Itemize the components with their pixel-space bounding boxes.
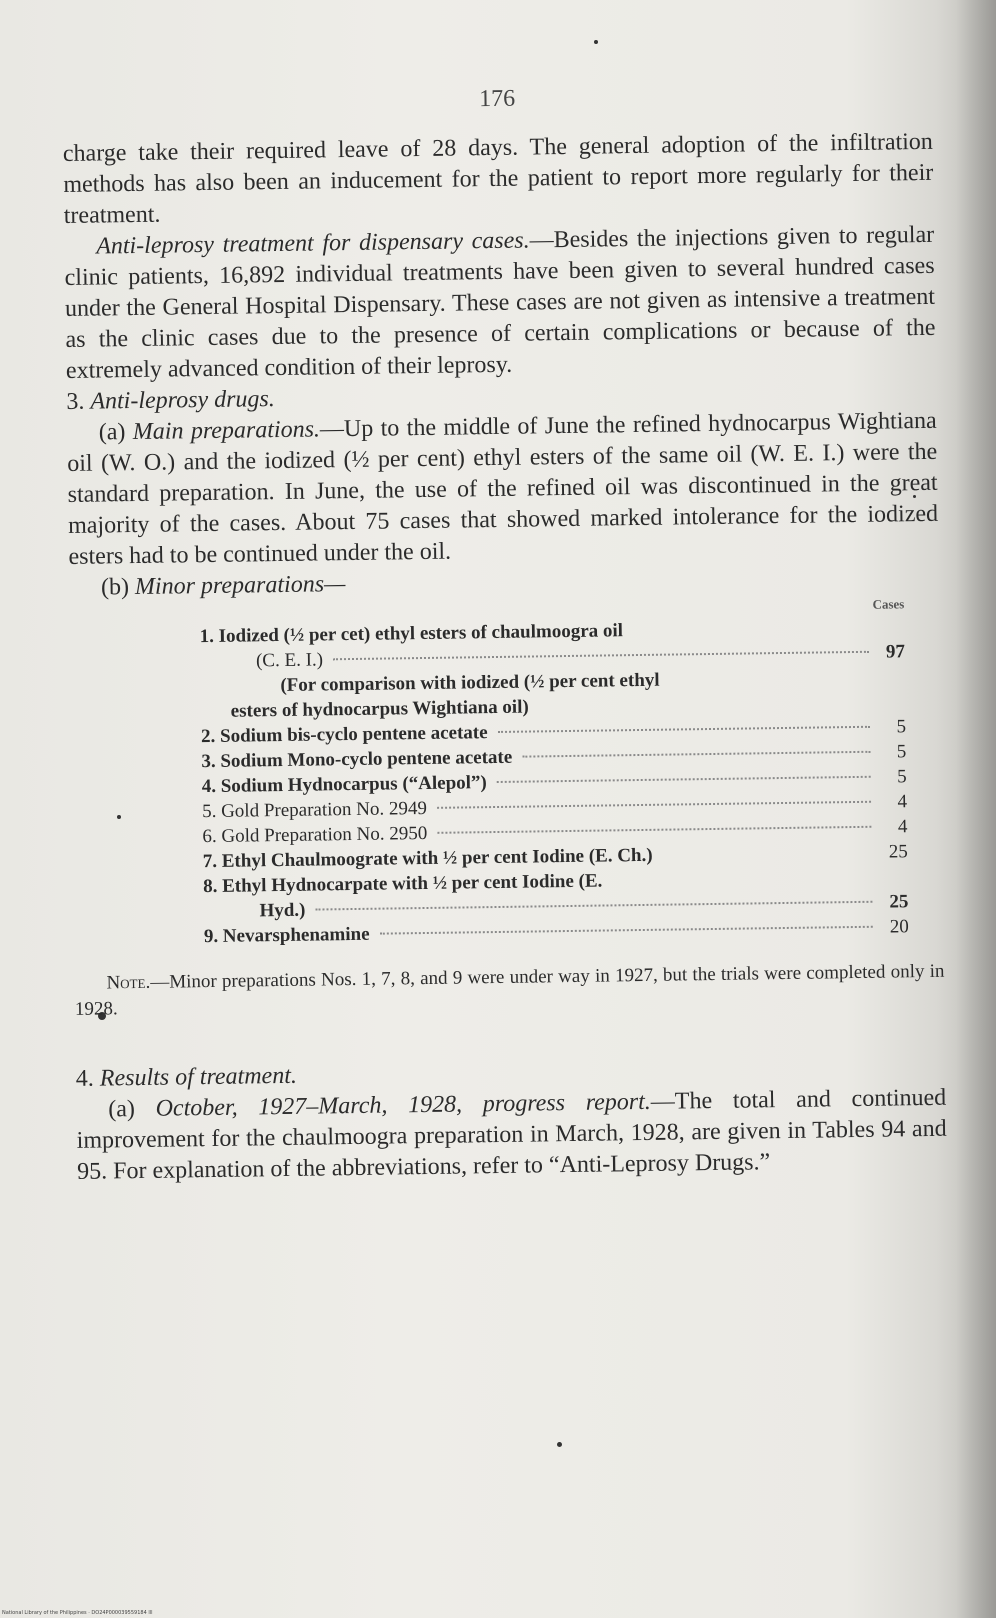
dot-leader bbox=[497, 776, 871, 783]
paper-speck bbox=[594, 40, 598, 44]
minor-preparations-title: Minor preparations— bbox=[134, 571, 346, 601]
spacer bbox=[653, 858, 882, 861]
paragraph-leave: charge take their required leave of 28 days. The general adoption of the infiltration methods has also been an inducement for the patient to report more regularly for their treatment. bbox=[62, 128, 934, 229]
paper-speck bbox=[557, 1442, 562, 1447]
paragraph-main-preparations bbox=[67, 406, 939, 573]
section-number: 4. bbox=[75, 1065, 95, 1092]
row-label: 9. Nevarsphenamine bbox=[203, 923, 370, 948]
row-label: 3. Sodium Mono-cyclo pentene acetate bbox=[201, 746, 513, 773]
dot-leader bbox=[498, 726, 870, 733]
row-value: 25 bbox=[888, 841, 908, 863]
paragraph-dispensary bbox=[64, 220, 936, 387]
section-title: Results of treatment. bbox=[99, 1062, 298, 1092]
dot-leader bbox=[437, 801, 871, 809]
row-label: 8. Ethyl Hydnocarpate with ½ per cent Iodine (E. bbox=[203, 870, 603, 898]
dot-leader bbox=[333, 651, 869, 660]
item-label: (b) bbox=[100, 574, 130, 601]
row-value: 5 bbox=[896, 716, 907, 738]
page-edge-shadow bbox=[956, 0, 996, 1618]
row-label: 4. Sodium Hydnocarpus (“Alepol”) bbox=[201, 772, 487, 798]
cases-column-header: Cases bbox=[872, 596, 905, 612]
section-number: 3. bbox=[66, 388, 85, 415]
section-title: Anti-leprosy drugs. bbox=[90, 386, 275, 415]
row-value: 4 bbox=[897, 791, 908, 813]
row-value: 4 bbox=[897, 816, 908, 838]
main-preparations-title: Main preparations. bbox=[132, 416, 321, 446]
row-value: 25 bbox=[889, 891, 909, 913]
archive-credit: National Library of the Philippines · DO24P000039559184 lll bbox=[2, 1610, 153, 1616]
dispensary-body: —Besides the injections given to regular clinic patients, 16,892 individual treatments have been given to several hundred cases under the General Hospital Dispensary. These cases are not given as intensive a treatment as the clinic cases due to the presence of certain complications or because of the extremely advanced condition of their leprosy. bbox=[64, 221, 936, 384]
item-label: (a) bbox=[108, 1096, 136, 1123]
page-content bbox=[62, 76, 947, 1188]
main-preparations-body: —Up to the middle of June the refined hydnocarpus Wightiana oil (W. O.) and the iodized (½ per cent) ethyl esters of the same oil (W. E. I.) were the standard preparation. In June, the use of the refined oil was discontinued in the great majority of the cases. About 75 cases that showed marked intolerance for the iodized esters had to be continued under the oil. bbox=[67, 407, 939, 570]
row-value: 97 bbox=[885, 641, 906, 663]
dot-leader bbox=[437, 826, 871, 834]
row-value: 20 bbox=[889, 916, 909, 938]
dot-leader bbox=[380, 926, 873, 935]
row-value: 5 bbox=[897, 766, 907, 788]
dispensary-title: Anti-leprosy treatment for dispensary cases. bbox=[96, 227, 530, 260]
note-text: —Minor preparations Nos. 1, 7, 8, and 9 were under way in 1927, but the trials were completed only in 1928. bbox=[74, 960, 945, 1020]
row-label: 2. Sodium bis-cyclo pentene acetate bbox=[200, 722, 488, 748]
progress-report-title: October, 1927–March, 1928, progress report. bbox=[155, 1088, 652, 1122]
note-label: Note. bbox=[106, 971, 151, 994]
row-label-continued: Hyd.) bbox=[259, 899, 306, 922]
page-number: 176 bbox=[479, 85, 516, 113]
row-label: 6. Gold Preparation No. 2950 bbox=[202, 822, 428, 848]
note-paragraph bbox=[74, 959, 945, 1023]
row-label: 1. Iodized (½ per cet) ethyl esters of chaulmoogra oil bbox=[199, 620, 624, 648]
dot-leader bbox=[522, 751, 870, 758]
row-label: 5. Gold Preparation No. 2949 bbox=[201, 797, 428, 823]
minor-preparations-table bbox=[199, 596, 909, 949]
progress-report-body: —The total and continued improvement for the chaulmoogra preparation in March, 1928, are given in Tables 94 and 95. For explanation of the abbreviations, refer to “Anti-Leprosy Drugs.” bbox=[76, 1084, 947, 1185]
row-label-continued: (C. E. I.) bbox=[255, 649, 324, 672]
item-label: (a) bbox=[98, 419, 126, 446]
comparison-line: (For comparison with iodized (½ per cent ethyl bbox=[280, 669, 660, 697]
paragraph-progress-report bbox=[76, 1083, 947, 1188]
row-value: 5 bbox=[896, 741, 907, 763]
comparison-line: esters of hydnocarpus Wightiana oil) bbox=[230, 696, 529, 722]
dot-leader bbox=[315, 901, 872, 911]
row-label: 7. Ethyl Chaulmoograte with ½ per cent Iodine (E. Ch.) bbox=[202, 844, 653, 873]
